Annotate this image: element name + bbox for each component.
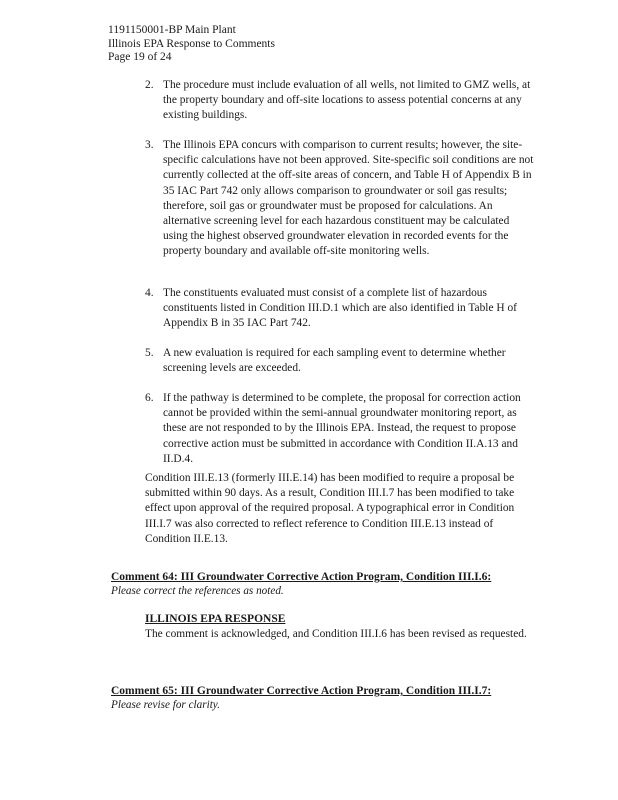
list-item-text: A new evaluation is required for each sampling event to determine whether screening levels are exceeded. <box>163 347 506 375</box>
list-item-number: 6. <box>145 392 154 404</box>
list-item <box>145 78 535 124</box>
list-item <box>145 346 535 376</box>
response-text: The comment is acknowledged, and Condition III.I.6 has been revised as requested. <box>145 628 527 640</box>
header-page-number: Page 19 of 24 <box>108 51 172 63</box>
comment-64-title: Comment 64: III Groundwater Corrective Action Program, Condition III.I.6: <box>111 571 492 583</box>
page-header <box>108 24 275 65</box>
comment-65-note: Please revise for clarity. <box>111 699 220 711</box>
list-item <box>145 138 535 260</box>
header-facility-id: 1191150001-BP Main Plant <box>108 24 236 36</box>
comment-65-title: Comment 65: III Groundwater Corrective Action Program, Condition III.I.7: <box>111 685 492 697</box>
condition-paragraph: Condition III.E.13 (formerly III.E.14) has been modified to require a proposal be submitted within 90 days. As a result, Condition III.I.7 has been modified to take effect upon approval of the required proposal. A typographical error in Condition III.I.7 was also corrected to reflect reference to Condition III.E.13 instead of Condition II.E.13. <box>145 472 515 545</box>
comment-64-note: Please correct the references as noted. <box>111 585 284 597</box>
list-item-number: 3. <box>145 139 154 151</box>
list-item-text: If the pathway is determined to be complete, the proposal for correction action cannot be provided within the semi-annual groundwater monitoring report, as these are not responded to by the Illinois EPA. Instead, the request to propose corrective action must be submitted in accordance with Condition II.A.13 and II.D.4. <box>163 392 521 465</box>
list-item-number: 5. <box>145 347 154 359</box>
list-item-number: 4. <box>145 287 154 299</box>
list-item-text: The procedure must include evaluation of all wells, not limited to GMZ wells, at the property boundary and off-site locations to assess potential concerns at any existing buildings. <box>163 79 531 122</box>
list-item-text: The Illinois EPA concurs with comparison to current results; however, the site-specific calculations have not been approved. Site-specific soil conditions are not currently collected at the off-site areas of concern, and Table H of Appendix B in 35 IAC Part 742 only allows comparison to groundwater or soil gas results; therefore, soil gas or groundwater must be proposed for calculations. An alternative screening level for each hazardous constituent may be calculated using the highest observed groundwater elevation in recorded events for the property boundary and available off-site monitoring wells. <box>163 139 534 258</box>
list-item-number: 2. <box>145 79 154 91</box>
list-item <box>145 286 535 332</box>
list-item-text: The constituents evaluated must consist of a complete list of hazardous constituents listed in Condition III.D.1 which are also identified in Table H of Appendix B in 35 IAC Part 742. <box>163 287 517 330</box>
response-heading: ILLINOIS EPA RESPONSE <box>145 613 286 625</box>
header-document-title: Illinois EPA Response to Comments <box>108 37 275 50</box>
list-item <box>145 391 535 467</box>
